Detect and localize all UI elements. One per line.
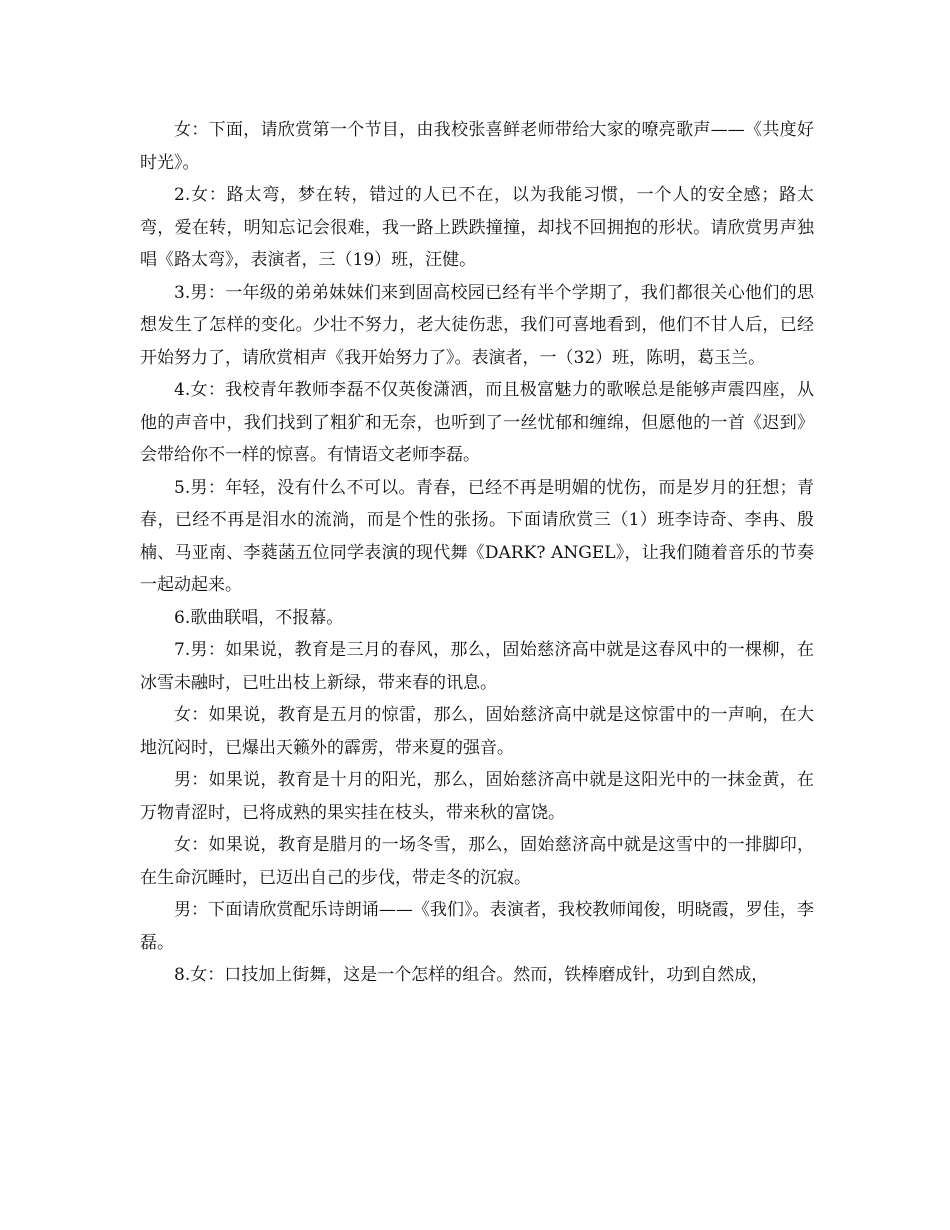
paragraph-winter: 女：如果说，教育是腊月的一场冬雪，那么，固始慈济高中就是这雪中的一排脚印，在生命沉睡时，已迈出自己的步伐，带走冬的沉寂。 <box>140 835 814 888</box>
paragraph-summer: 女：如果说，教育是五月的惊雷，那么，固始慈济高中就是这惊雷中的一声响，在大地沉闷时，已爆出天籁外的霹雳，带来夏的强音。 <box>140 705 814 758</box>
paragraph-6-medley: 6.歌曲联唱，不报幕。 <box>174 607 344 628</box>
paragraph-5-modern-dance: 5.男：年轻，没有什么不可以。青春，已经不再是明媚的忧伤，而是岁月的狂想；青春，已经不再是泪水的流淌，而是个性的张扬。下面请欣赏三（1）班李诗奇、李冉、殷楠、马亚南、李蕤菡五位同学表演的现代舞《DARK? ANGEL》，让我们随着音乐的节奏一起动起来。 <box>140 477 814 595</box>
paragraph-autumn: 男：如果说，教育是十月的阳光，那么，固始慈济高中就是这阳光中的一抹金黄，在万物青涩时，已将成熟的果实挂在枝头，带来秋的富饶。 <box>140 770 814 823</box>
paragraph-3-crosstalk: 3.男：一年级的弟弟妹妹们来到固高校园已经有半个学期了，我们都很关心他们的思想发生了怎样的变化。少壮不努力，老大徒伤悲，我们可喜地看到，他们不甘人后，已经开始努力了，请欣赏相声《我开始努力了》。表演者，一（32）班，陈明，葛玉兰。 <box>140 282 814 368</box>
document-page <box>140 114 814 992</box>
paragraph-8-beatbox: 8.女：口技加上街舞，这是一个怎样的组合。然而，铁棒磨成针，功到自然成， <box>174 965 769 985</box>
paragraph-poetry-recital: 男：下面请欣赏配乐诗朗诵——《我们》。表演者，我校教师闻俊，明晓霞，罗佳，李磊。 <box>140 900 814 953</box>
paragraph-7-spring: 7.男：如果说，教育是三月的春风，那么，固始慈济高中就是这春风中的一棵柳，在冰雪未融时，已吐出枝上新绿，带来春的讯息。 <box>140 640 814 693</box>
paragraph-2-lu-tai-wan: 2.女：路太弯，梦在转，错过的人已不在，以为我能习惯，一个人的安全感；路太弯，爱在转，明知忘记会很难，我一路上跌跌撞撞，却找不回拥抱的形状。请欣赏男声独唱《路太弯》，表演者，三（19）班，汪健。 <box>140 185 814 270</box>
paragraph-4-chi-dao: 4.女：我校青年教师李磊不仅英俊潇洒，而且极富魅力的歌喉总是能够声震四座，从他的声音中，我们找到了粗犷和无奈，也听到了一丝忧郁和缠绵，但愿他的一首《迟到》会带给你不一样的惊喜。有情语文老师李磊。 <box>140 380 814 465</box>
paragraph-intro-first-act: 女：下面，请欣赏第一个节目，由我校张喜鲜老师带给大家的嘹亮歌声——《共度好时光》。 <box>140 120 814 173</box>
